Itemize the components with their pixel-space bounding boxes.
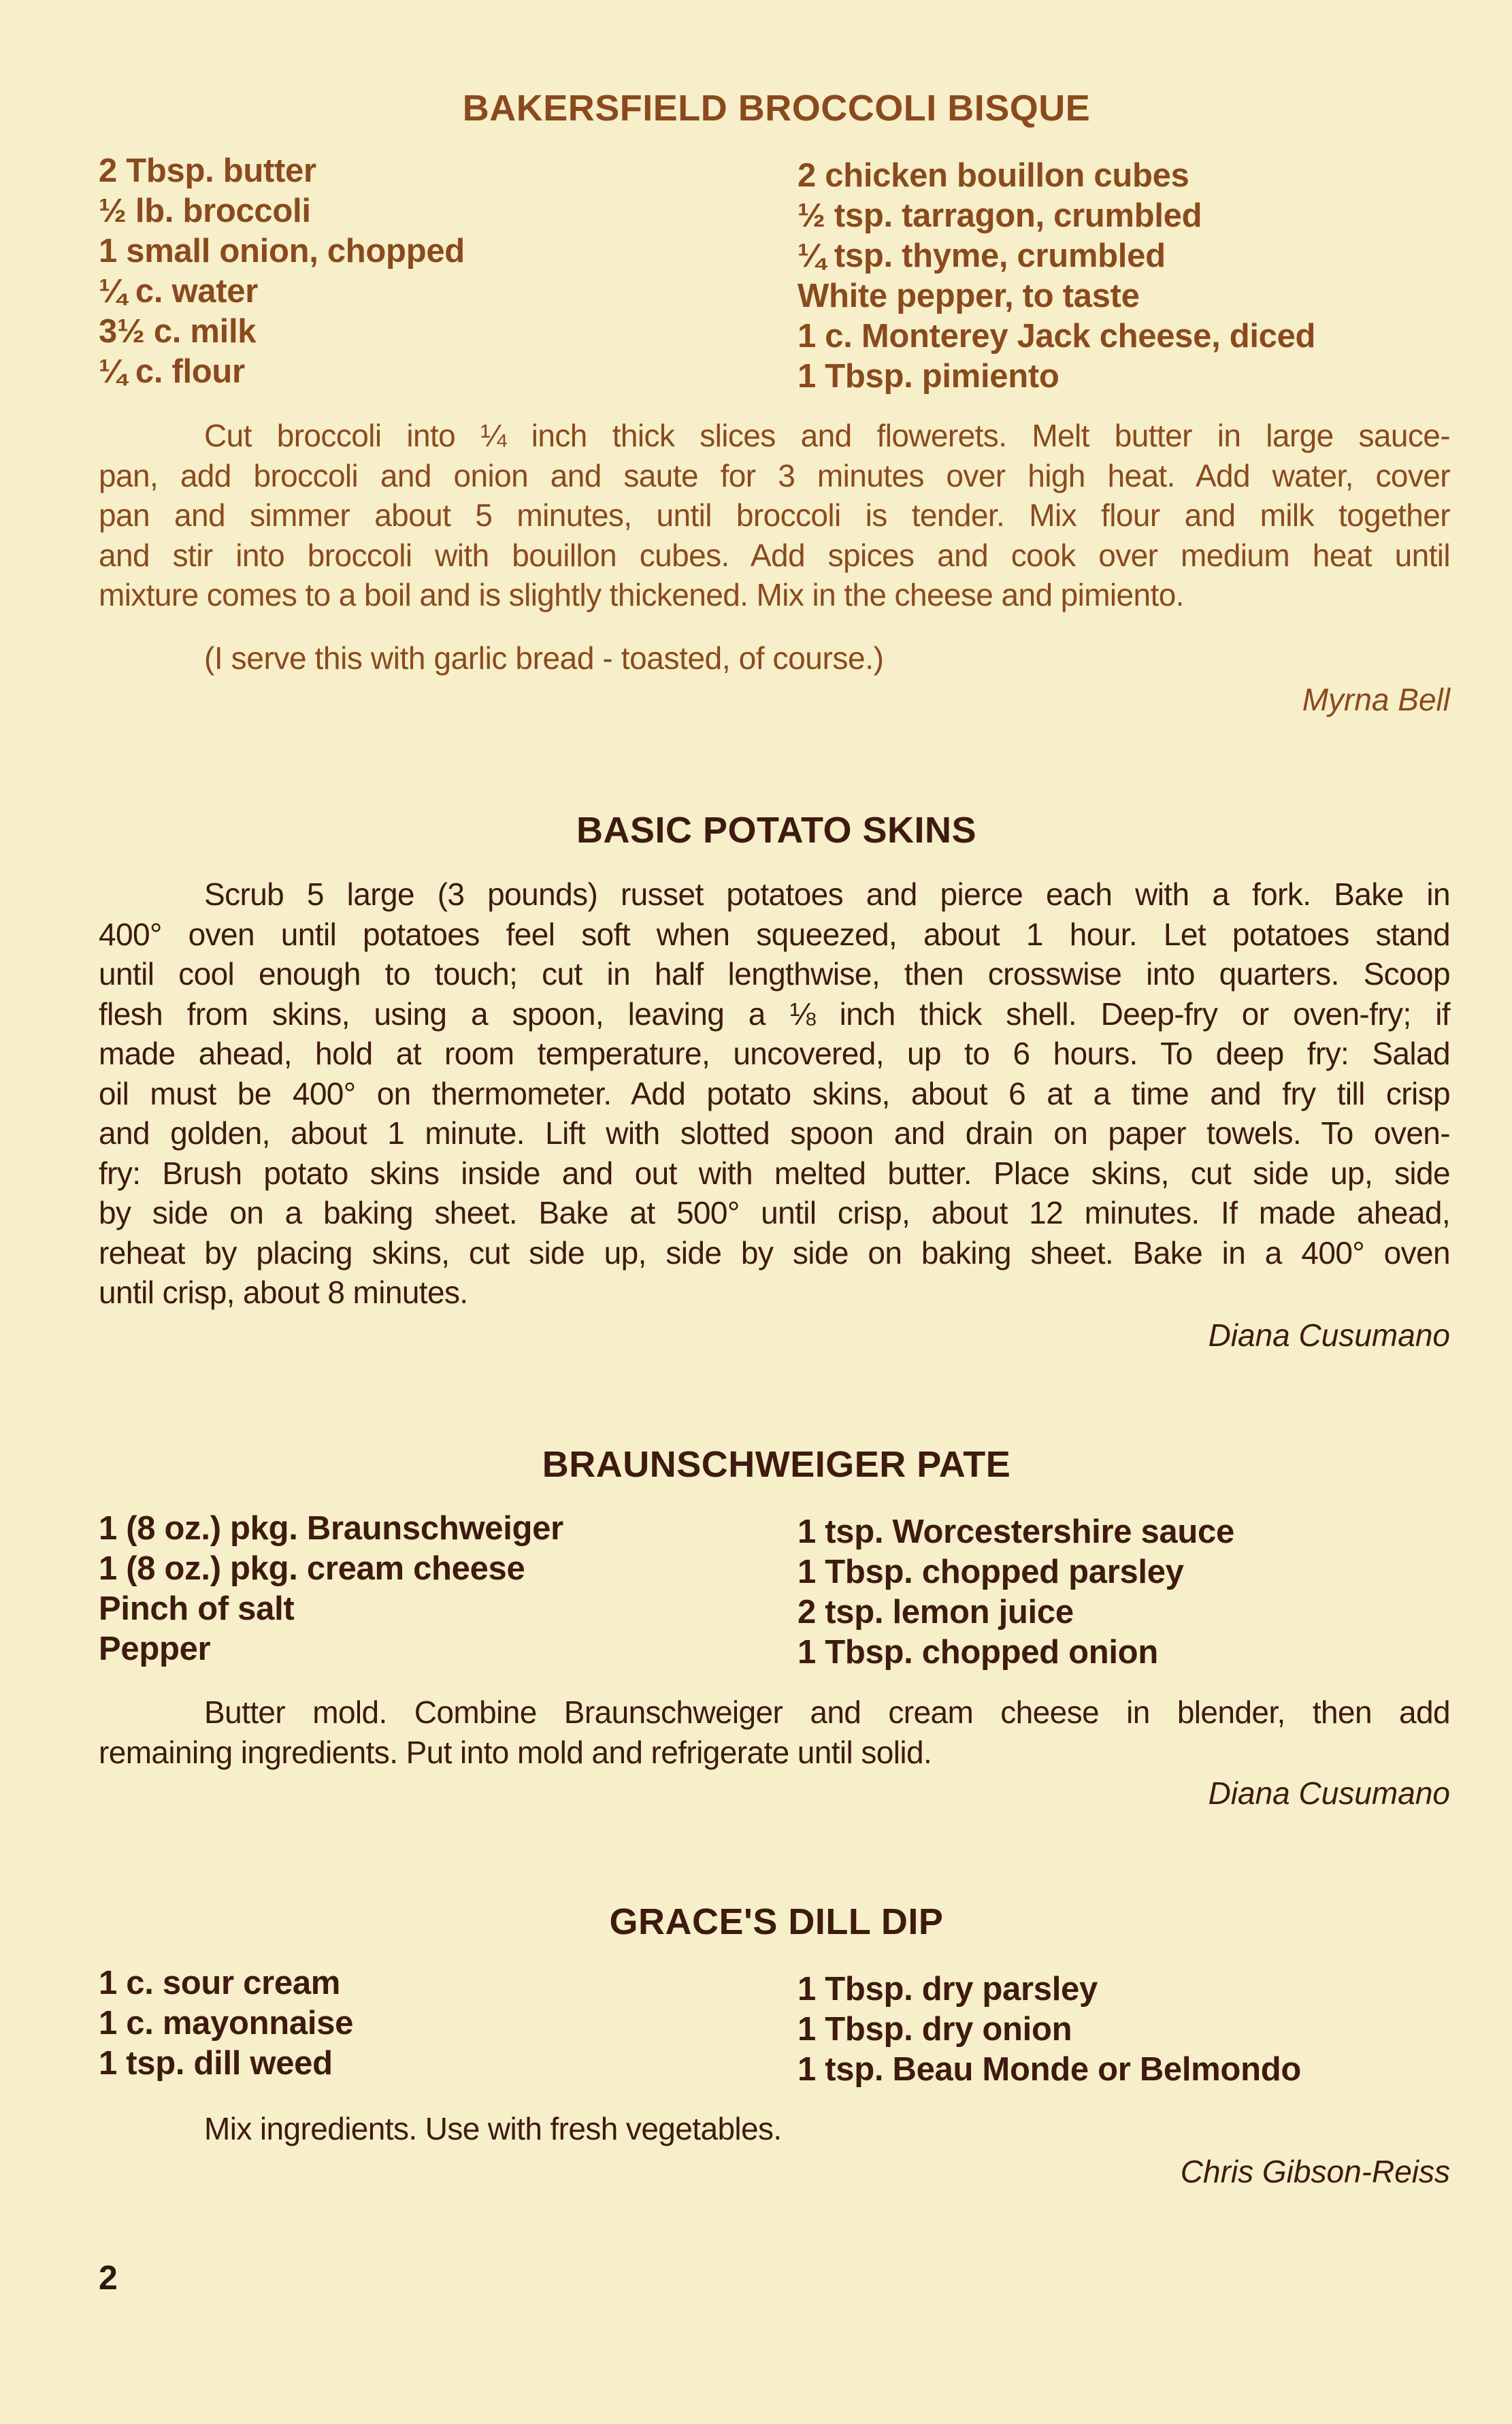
directions-line: Mix ingredients. Use with fresh vegetables. [204, 2111, 782, 2146]
directions-line: and stir into broccoli with bouillon cubes. Add spices and cook over medium heat until [99, 537, 1450, 573]
ingredient-left: Pepper [99, 1631, 211, 1667]
recipe-title: GRACE'S DILL DIP [609, 1901, 944, 1942]
ingredient-left: 1 c. sour cream [99, 1965, 341, 2001]
directions-line: by side on a baking sheet. Bake at 500° until crisp, about 12 minutes. If made ahead, [99, 1195, 1450, 1230]
ingredient-left: 1 c. mayonnaise [99, 2005, 354, 2042]
ingredient-left: ½ lb. broccoli [99, 193, 311, 229]
recipe-title: BASIC POTATO SKINS [576, 810, 977, 851]
ingredient-right: 1 Tbsp. pimiento [798, 358, 1059, 395]
recipe-title: BAKERSFIELD BROCCOLI BISQUE [462, 88, 1091, 129]
ingredient-right: 1 Tbsp. chopped onion [798, 1634, 1158, 1671]
ingredient-left: 1 (8 oz.) pkg. cream cheese [99, 1550, 525, 1587]
ingredient-right: 2 tsp. lemon juice [798, 1594, 1074, 1631]
ingredient-left: 2 Tbsp. butter [99, 152, 316, 189]
directions-line: pan and simmer about 5 minutes, until broccoli is tender. Mix flour and milk together [99, 497, 1450, 533]
directions-line: Butter mold. Combine Braunschweiger and cream cheese in blender, then add [204, 1694, 1450, 1730]
recipe-author: Myrna Bell [1302, 682, 1450, 717]
directions [99, 1692, 1450, 1772]
directions-line: oil must be 400° on thermometer. Add potato skins, about 6 at a time and fry till crisp [99, 1075, 1450, 1111]
directions [99, 2109, 1450, 2149]
directions-line: 400° oven until potatoes feel soft when squeezed, about 1 hour. Let potatoes stand [99, 916, 1450, 952]
directions-line: until cool enough to touch; cut in half lengthwise, then crosswise into quarters. Scoop [99, 956, 1450, 992]
directions-line: until crisp, about 8 minutes. [99, 1275, 468, 1310]
ingredient-left: ¼ c. flour [99, 353, 245, 390]
ingredient-right: 1 Tbsp. dry onion [798, 2011, 1072, 2048]
directions [99, 416, 1450, 615]
ingredient-left: ¼ c. water [99, 273, 258, 310]
directions-line: and golden, about 1 minute. Lift with slotted spoon and drain on paper towels. To oven- [99, 1115, 1450, 1151]
recipe-title: BRAUNSCHWEIGER PATE [542, 1444, 1011, 1485]
ingredient-right: 1 Tbsp. chopped parsley [798, 1554, 1184, 1590]
ingredient-right: 2 chicken bouillon cubes [798, 157, 1189, 194]
directions [99, 874, 1450, 1313]
ingredient-right: ½ tsp. tarragon, crumbled [798, 197, 1202, 234]
directions-line: reheat by placing skins, cut side up, side by side on baking sheet. Bake in a 400° oven [99, 1234, 1450, 1271]
ingredient-left: 1 small onion, chopped [99, 233, 465, 269]
directions-line: fry: Brush potato skins inside and out with melted butter. Place skins, cut side up, side [99, 1155, 1450, 1191]
directions-line: mixture comes to a boil and is slightly thickened. Mix in the cheese and pimiento. [99, 577, 1184, 612]
ingredient-left: Pinch of salt [99, 1590, 295, 1627]
ingredient-right: 1 c. Monterey Jack cheese, diced [798, 318, 1316, 355]
recipe-author: Diana Cusumano [1208, 1317, 1450, 1353]
ingredient-right: 1 tsp. Worcestershire sauce [798, 1513, 1234, 1550]
recipe-author: Chris Gibson-Reiss [1180, 2154, 1450, 2189]
directions-line: flesh from skins, using a spoon, leaving a ⅛ inch thick shell. Deep-fry or oven-fry; if [99, 996, 1450, 1032]
directions-line: Cut broccoli into ¼ inch thick slices and flowerets. Melt butter in large sauce- [204, 418, 1450, 453]
directions-line: Scrub 5 large (3 pounds) russet potatoes and pierce each with a fork. Bake in [204, 877, 1450, 912]
ingredient-right: White pepper, to taste [798, 278, 1140, 314]
ingredient-right: 1 tsp. Beau Monde or Belmondo [798, 2051, 1301, 2088]
serving-note: (I serve this with garlic bread - toasted, of course.) [204, 640, 884, 676]
page-number: 2 [99, 2259, 118, 2297]
directions-line: made ahead, hold at room temperature, uncovered, up to 6 hours. To deep fry: Salad [99, 1036, 1450, 1071]
directions-line: remaining ingredients. Put into mold and refrigerate until solid. [99, 1734, 932, 1770]
ingredient-right: 1 Tbsp. dry parsley [798, 1971, 1098, 2008]
recipe-author: Diana Cusumano [1208, 1775, 1450, 1811]
directions-line: pan, add broccoli and onion and saute for 3 minutes over high heat. Add water, cover [99, 457, 1450, 493]
ingredient-right: ¼ tsp. thyme, crumbled [798, 238, 1166, 274]
ingredient-left: 3½ c. milk [99, 313, 257, 350]
ingredient-left: 1 tsp. dill weed [99, 2045, 333, 2082]
ingredient-left: 1 (8 oz.) pkg. Braunschweiger [99, 1510, 563, 1547]
